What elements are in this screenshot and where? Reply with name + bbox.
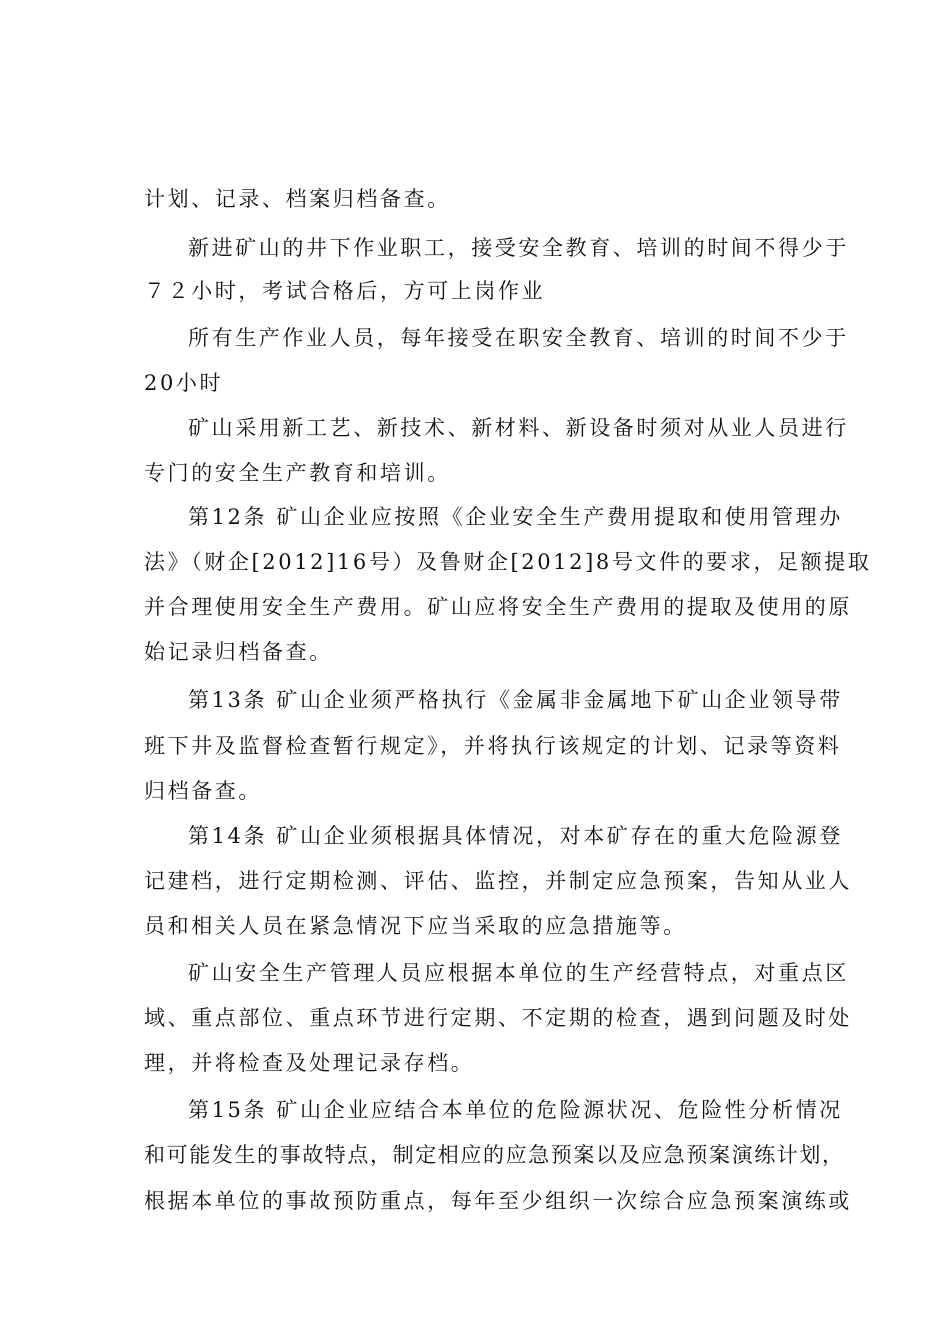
text-line: 根据本单位的事故预防重点，每年至少组织一次综合应急预案演练或 [144,1189,852,1213]
text-line: 矿山采用新工艺、新技术、新材料、新设备时须对从业人员进行 [188,416,849,440]
text-line: 并合理使用安全生产费用。矿山应将安全生产费用的提取及使用的原 [144,595,852,619]
text-line: 记建档，进行定期检测、评估、监控，并制定应急预案，告知从业人 [144,869,852,893]
text-line: 域、重点部位、重点环节进行定期、不定期的检查，遇到问题及时处 [144,1006,852,1030]
text-line: 20小时 [144,371,224,395]
text-line: 第12条 矿山企业应按照《企业安全生产费用提取和使用管理办 [188,505,843,529]
text-line: 始记录归档备查。 [144,640,333,664]
text-line: ７２小时，考试合格后，方可上岗作业 [144,279,546,303]
text-line: 第14条 矿山企业须根据具体情况，对本矿存在的重大危险源登 [188,824,843,848]
text-line: 理，并将检查及处理记录存档。 [144,1051,475,1075]
text-line: 第15条 矿山企业应结合本单位的危险源状况、危险性分析情况 [188,1098,843,1122]
text-line: 第13条 矿山企业须严格执行《金属非金属地下矿山企业领导带 [188,688,843,712]
text-line: 所有生产作业人员，每年接受在职安全教育、培训的时间不少于 [188,326,849,350]
text-line: 专门的安全生产教育和培训。 [144,461,451,485]
text-line: 新进矿山的井下作业职工，接受安全教育、培训的时间不得少于 [188,236,849,260]
text-line: 员和相关人员在紧急情况下应当采取的应急措施等。 [144,914,687,938]
text-line: 归档备查。 [144,779,262,803]
text-line: 矿山安全生产管理人员应根据本单位的生产经营特点，对重点区 [188,961,849,985]
text-line: 法》（财企[2012]16号）及鲁财企[2012]8号文件的要求，足额提取 [144,550,872,574]
text-line: 班下井及监督检查暂行规定》，并将执行该规定的计划、记录等资料 [144,734,842,758]
text-line: 计划、记录、档案归档备查。 [144,187,451,211]
text-line: 和可能发生的事故特点，制定相应的应急预案以及应急预案演练计划， [144,1143,845,1167]
